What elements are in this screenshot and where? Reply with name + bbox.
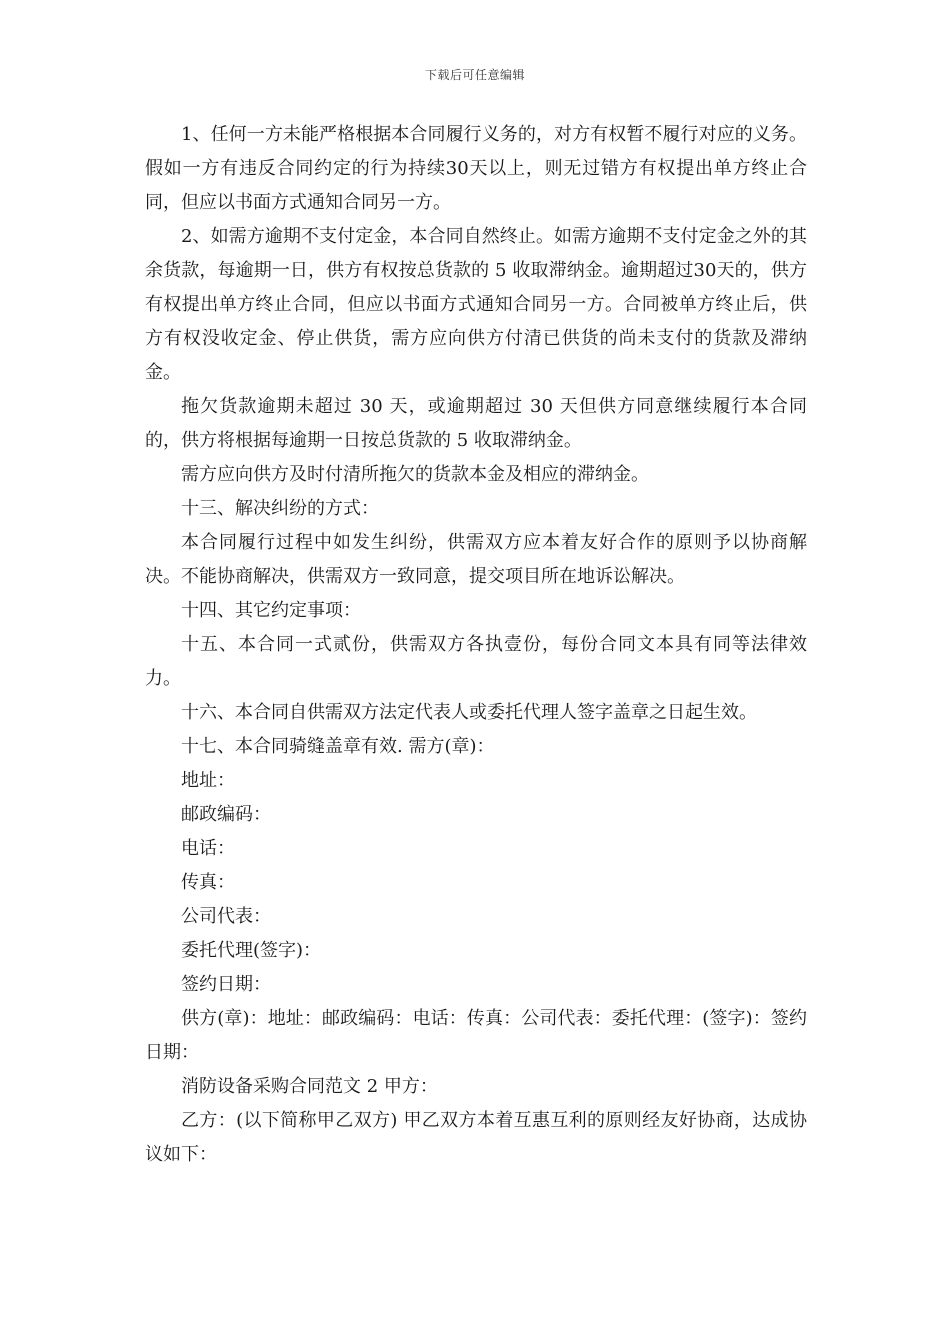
heading-other-terms: 十四、其它约定事项：	[181, 600, 361, 621]
paragraph-breach-clause-1: 1、任何一方未能严格根据本合同履行义务的，对方有权暂不履行对应的义务。假如一方有违反合同约定的行为持续30天以上，则无过错方有权提出单方终止合同，但应以书面方式通知合同另一方。	[145, 124, 807, 213]
field-address: 地址：	[181, 770, 235, 791]
paragraph-effective-date: 十六、本合同自供需双方法定代表人或委托代理人签字盖章之日起生效。	[181, 702, 757, 723]
field-postal-code: 邮政编码：	[181, 804, 271, 825]
paragraph-dispute-resolution: 本合同履行过程中如发生纠纷，供需双方应本着友好合作的原则予以协商解决。不能协商解决，供需双方一致同意，提交项目所在地诉讼解决。	[145, 532, 807, 587]
field-company-rep: 公司代表：	[181, 906, 271, 927]
paragraph-contract-2-intro: 乙方：(以下简称甲乙双方) 甲乙双方本着互惠互利的原则经友好协商，达成协议如下：	[145, 1110, 807, 1165]
paragraph-overdue-payment: 拖欠货款逾期未超过 30 天，或逾期超过 30 天但供方同意继续履行本合同的，供方将根据每逾期一日按总货款的 5 收取滞纳金。	[145, 396, 807, 451]
paragraph-breach-clause-2: 2、如需方逾期不支付定金，本合同自然终止。如需方逾期不支付定金之外的其余货款，每逾期一日，供方有权按总货款的 5 收取滞纳金。逾期超过30天的，供方有权提出单方终止合同，但应以书面方式通知合同另一方。合同被单方终止后，供方有权没收定金、停止供货，需方应向供方付清已供货的尚未支付的货款及滞纳金。	[145, 226, 807, 383]
page-header-note: 下载后可任意编辑	[424, 68, 525, 82]
paragraph-copies: 十五、本合同一式贰份，供需双方各执壹份，每份合同文本具有同等法律效力。	[145, 634, 807, 689]
document-body	[145, 118, 807, 1172]
field-sign-date: 签约日期：	[181, 974, 271, 995]
field-agent-signature: 委托代理(签字)：	[181, 940, 322, 961]
heading-dispute-resolution: 十三、解决纠纷的方式：	[181, 498, 379, 519]
paragraph-seal-buyer: 十七、本合同骑缝盖章有效. 需方(章)：	[181, 736, 495, 757]
paragraph-contract-2-title: 消防设备采购合同范文 2 甲方：	[181, 1076, 438, 1097]
paragraph-supplier-fields: 供方(章)：地址：邮政编码：电话：传真：公司代表：委托代理：(签字)：签约日期：	[145, 1008, 807, 1063]
paragraph-settle-payment: 需方应向供方及时付清所拖欠的货款本金及相应的滞纳金。	[181, 464, 649, 485]
field-fax: 传真：	[181, 872, 235, 893]
field-phone: 电话：	[181, 838, 235, 859]
